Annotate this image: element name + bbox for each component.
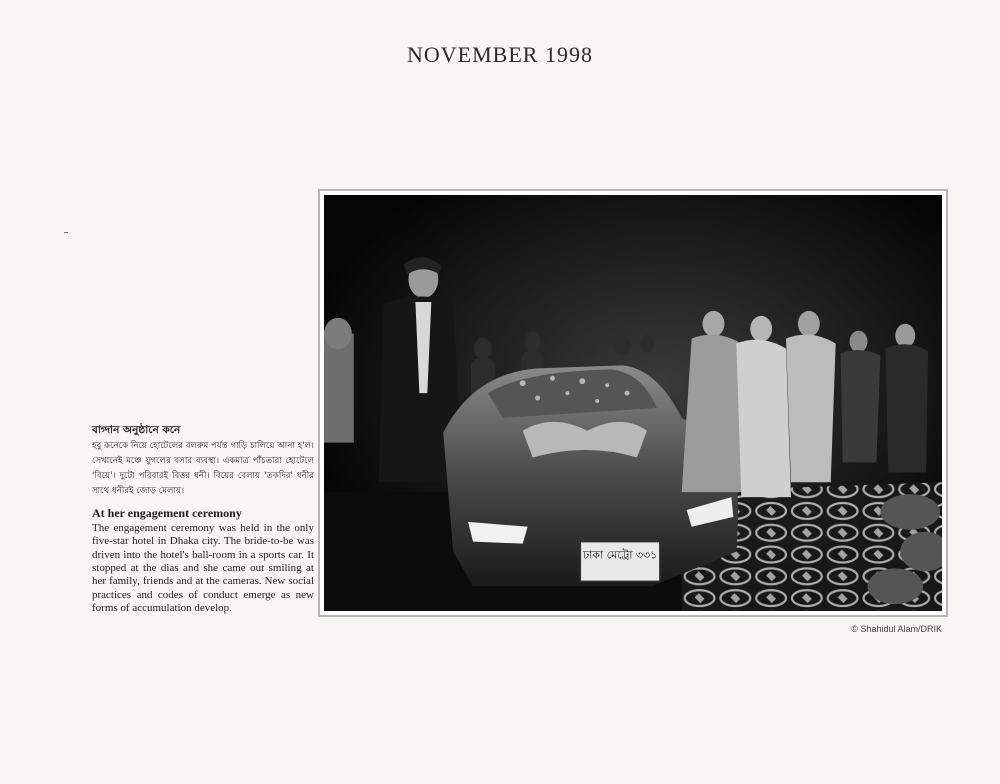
paper-speck [64,232,68,233]
bengali-caption-title: বাগ্দান অনুষ্ঠানে কনে [92,424,181,436]
photo-frame [318,189,948,617]
photo-credit: © Shahidul Alam/DRIK [851,624,942,634]
english-caption-body: The engagement ceremony was held in the only five-star hotel in Dhaka city. The bride-to-be was driven into the hotel's ball-room in a sports car. It stopped at the dias and she came out smiling at her family, friends and at the cameras. New social practices and codes of conduct emerge as new forms of accumulation develop. [92,521,314,615]
engagement-photo [324,195,942,611]
license-plate-text: ঢাকা মেট্রো ৩৩১ [582,548,658,562]
bengali-caption-body: হবু কনেকে নিয়ে হোটেলের বলরুম পর্যন্ত গাড়ি চালিয়ে আনা হ'ল। সেখানেই মঞ্চে যুগলের বসার ব্যবস্থা। একমাত্র পাঁচতারা হোটেলে 'বিয়ে'। দুটো পরিবারই বিত্তর ধনী। বিয়ের বেলায় 'তকদির' ধনীর সাথে ধনীরই জোড় মেলায়। [92,441,314,497]
page-title: NOVEMBER 1998 [407,42,593,67]
caption-block [92,424,314,616]
english-caption-title: At her engagement ceremony [92,506,242,521]
